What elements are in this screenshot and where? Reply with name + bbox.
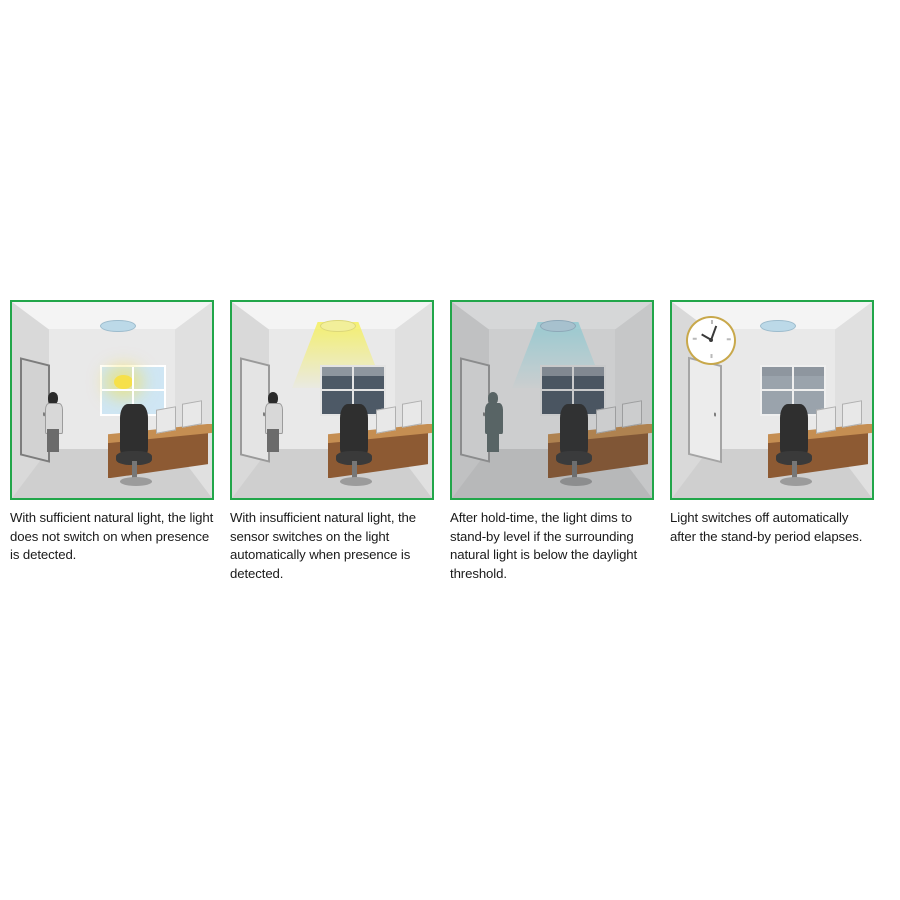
window-mullion-horizontal <box>322 389 384 391</box>
clock-center-pin <box>709 338 713 342</box>
panel-4-caption: Light switches off automatically after the stand-by period elapses. <box>670 510 863 544</box>
panel-4 <box>670 300 876 584</box>
clock-tick <box>693 339 697 341</box>
panel-2-caption: With insufficient natural light, the sensor switches on the light automatically when presence is detected. <box>230 510 417 582</box>
panel-row <box>10 300 890 584</box>
office-scene-2 <box>232 302 432 498</box>
person-legs <box>267 429 279 453</box>
chair-backrest <box>120 404 148 455</box>
monitor-1 <box>596 406 616 433</box>
door-knob-icon <box>714 412 716 416</box>
monitor-1 <box>816 406 836 433</box>
panel-1-image <box>10 300 214 500</box>
door-closed <box>688 357 722 463</box>
sun-icon <box>114 375 133 389</box>
monitor-2 <box>182 400 202 427</box>
clock-tick <box>711 354 713 358</box>
office-scene-1 <box>12 302 212 498</box>
panel-2 <box>230 300 436 584</box>
clock-tick <box>727 339 731 341</box>
clock-tick <box>711 320 713 324</box>
person-leaving <box>484 392 502 451</box>
wall-clock-icon <box>686 316 736 365</box>
chair-backrest <box>780 404 808 455</box>
panel-4-image <box>670 300 874 500</box>
window-mullion-horizontal <box>102 389 164 391</box>
office-scene-3 <box>452 302 652 498</box>
chair-backrest <box>560 404 588 455</box>
office-scene-4 <box>672 302 872 498</box>
person-legs <box>487 429 499 453</box>
monitor-2 <box>402 400 422 427</box>
window-mullion-horizontal <box>542 389 604 391</box>
panel-2-image <box>230 300 434 500</box>
monitor-1 <box>376 406 396 433</box>
person-entering <box>264 392 282 451</box>
window-mullion-horizontal <box>762 389 824 391</box>
monitor-2 <box>622 400 642 427</box>
monitor-1 <box>156 406 176 433</box>
panel-3-image <box>450 300 654 500</box>
chair-backrest <box>340 404 368 455</box>
person-entering <box>44 392 62 451</box>
panel-3-caption: After hold-time, the light dims to stand-by level if the surrounding natural light is below the daylight threshold. <box>450 510 638 582</box>
panel-1-caption: With sufficient natural light, the light does not switch on when presence is detected. <box>10 510 214 563</box>
panel-3 <box>450 300 656 584</box>
monitor-2 <box>842 400 862 427</box>
person-legs <box>47 429 59 453</box>
panel-1 <box>10 300 216 584</box>
